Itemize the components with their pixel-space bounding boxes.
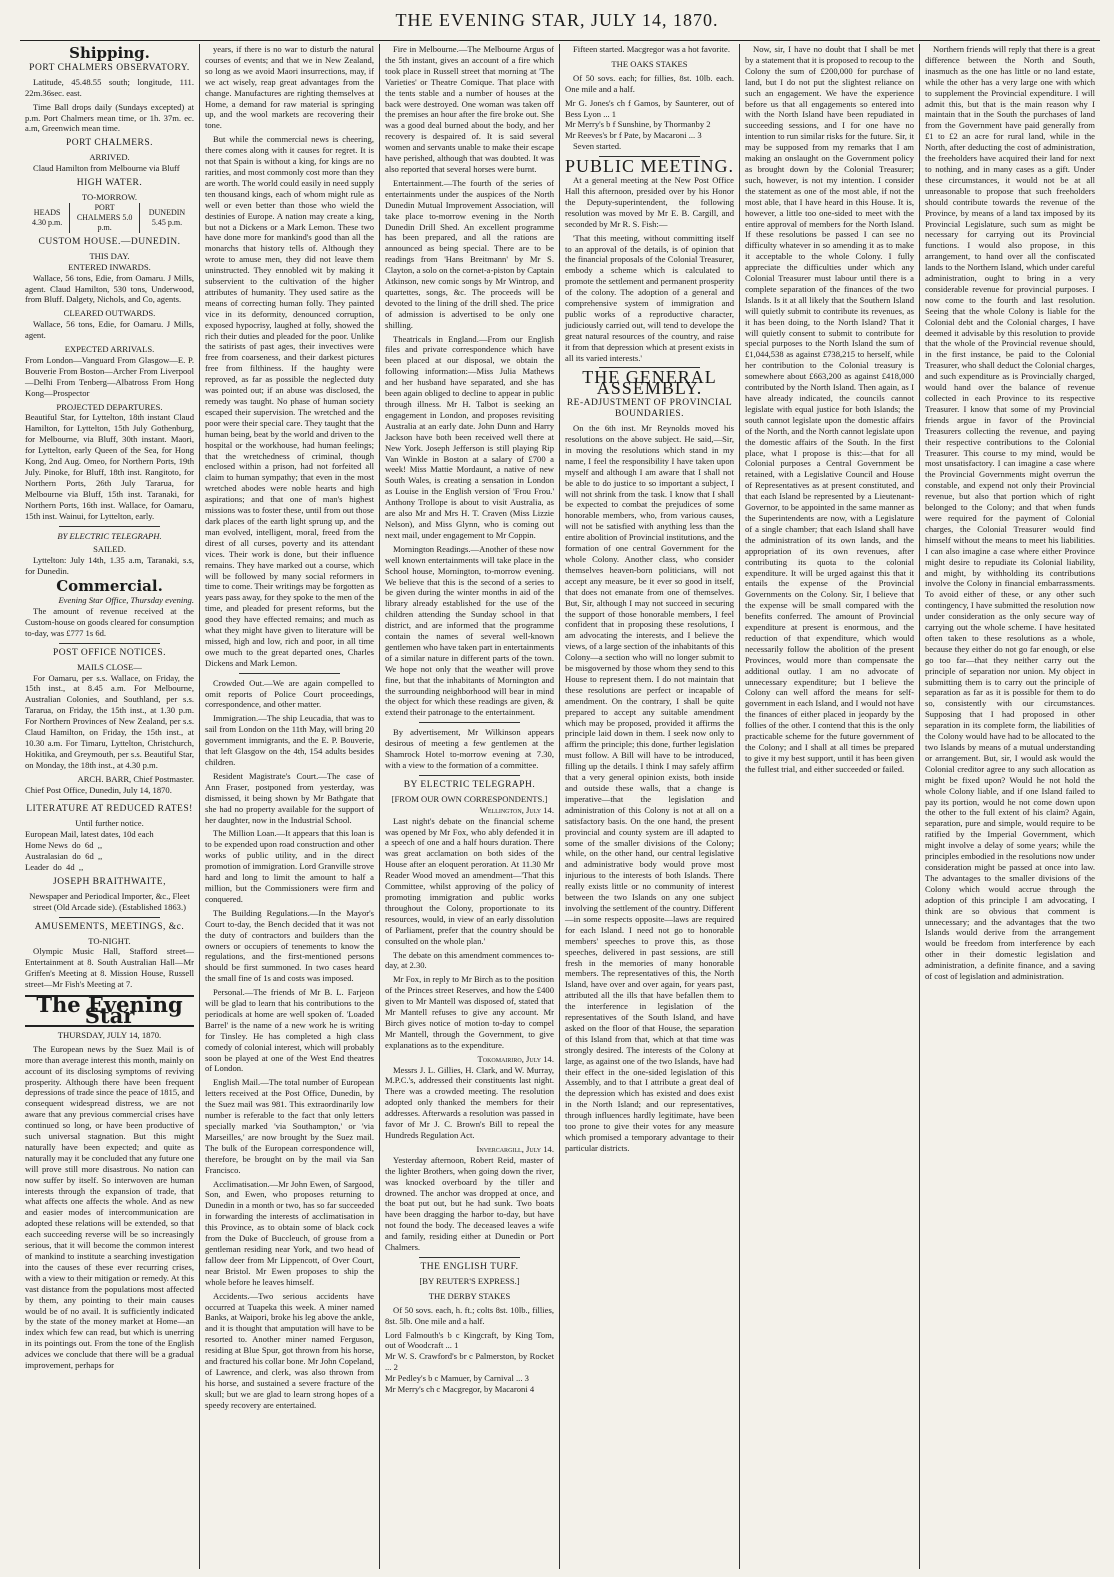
amusements-heading: AMUSEMENTS, MEETINGS, &c. xyxy=(34,921,185,932)
oaks-result: Mr Merry's b f Sunshine, by Thormanby 2 xyxy=(565,119,711,130)
shipping-heading: Shipping. xyxy=(69,44,150,62)
observatory-heading: PORT CHALMERS OBSERVATORY. xyxy=(29,62,190,73)
divider xyxy=(59,643,160,644)
time-ball-text: Time Ball drops daily (Sundays excepted) at p.m. Port Chalmers mean time, or 1h. 37m. ec. a.m, Greenwich mean time. xyxy=(25,101,194,134)
column-1 xyxy=(20,44,200,1569)
derby-result: Lord Falmouth's b c Kingcraft, by King Tom, out of Woodcraft ... 1 xyxy=(385,1329,554,1351)
amusements-text: Olympic Music Hall, Stafford street—Entertainment at 8. South Australian Hall—Mr Griffen's Meeting at 8. Mission House, Russell street—Mr Fish's Meeting at 7. xyxy=(25,946,194,990)
article-text: Now, sir, I have no doubt that I shall be met by a statement that it is proposed to recoup to the Colony the sum of £200,000 for purchase of land, but I do not put the slightest reliance on such an engagement. We have the experience before us that all engagements so entered into with the North Island have been repudiated in succeeding sessions, and I for one have no intention to run similar risks for the future. Sir, it may be supposed from my remarks that I am making an onslaught on the Government policy as brought down by the Colonial Treasurer; such, however, is not my intention. I consider the statement as one of the most able, if not the most able, that I have heard in this House. It is, however, a little too one-sided to meet with the entire approval of members for the North Island. If these resolutions be passed I can see no difficulty whatever in so amending it as to make it acceptable to the whole Colony. I fully appreciate the difficulties under which any Colonial Treasurer must labour until there is a complete separation of the finances of the two Islands. Is it at all likely that the Southern Island will quietly submit to contribute its revenues, as it has been doing, to the North Island? That it will quietly consent to submit to contribute for special purposes to the North Island the sum of £1,044,538 as against £738,215 to herself, while her contribution to the Colonial treasury is somewhere about £663,200 as against £418,000 contributed by the North Island. Then again, as I have already indicated, the councils cannot legislate with equal justice for both Islands; the south cannot legislate upon the domestic affairs of the North, and the North cannot legislate upon the domestic affairs of the South. In the first place, what I propose is this:—that for all Colonial purposes a Central Government be retained, with a Legislative Council and House of Representatives as at present constituted, and that each Island be represented by a Lieutenant-Governor, to be appointed in the same manner as the Superintendents are now, with a Legislature of a single chamber; that each Island shall have the administration of its own lands, and the appropriation of its own revenues, after contributing its quota to the colonial expenditure. It will be urged against this that it entails the expense of the Provincial Governments on the Colony. Sir, I believe that the expense will be small compared with the benefits conferred. The amount of Provincial expenditure at present is enormous, and the reduction of that expenditure, which would necessarily follow the abolition of the present Provinces, would more than compensate the additional outlay. I am no advocate of unnecessary expenditure; but I believe the Colony can well afford the means for self-government in each Island, and I would not have the finances of either placed in jeopardy by the follies of the other. I contend that this is the only practicable scheme for the future government of the Colony; and I shall at all times be prepared to give it my best support, until it has been given the fullest trial, and either succeeded or failed. xyxy=(745,44,914,774)
divider xyxy=(419,722,520,723)
tide-dunedin: DUNEDIN 5.45 p.m. xyxy=(139,203,194,233)
entered-text: Wallace, 56 tons, Edie, from Oamaru. J Mills, agent. Claud Hamilton, 530 tons, Underwood, from Bluff. Dalgety, Nichols, and Co, agents. xyxy=(25,272,194,305)
reuters-label: [BY REUTER'S EXPRESS.] xyxy=(419,1275,520,1286)
derby-heading: THE DERBY STAKES xyxy=(428,1290,511,1301)
newspaper-columns xyxy=(20,44,1100,1569)
dateline-invercargill: Invercargill, July 14. xyxy=(476,1143,554,1154)
news-item: Fifteen started. Macgregor was a hot favorite. xyxy=(573,44,731,54)
news-item: The Building Regulations.—In the Mayor's Court to-day, the Bench decided that it was not the duty of contractors and builders than the owners or occupiers of tenements to know the regulations, and the first-mentioned persons should be first summoned. In two cases heard the small fine of 1s and costs was imposed. xyxy=(205,907,374,984)
port-heading: PORT CHALMERS. xyxy=(65,138,154,149)
correspondents-label: [FROM OUR OWN CORRESPONDENTS.] xyxy=(391,793,548,804)
news-item: Mornington Readings.—Another of these now well known entertainments will take place in the School house, Mornington, to-morrow evening. We believe that this is the second of a series to be given during the winter months in aid of the library already established for the use of the children attending the Sunday school in that district, and are informed that the programme contain the names of several well-known gentlemen who have taken part in entertainments of a similar nature in different parts of the town. We hope not only that the weather will prove fine, but that the inhabitants of Mornington and the surrounding neighborhood will bear in mind the object for which these readings are given, & extend their patronage to the entertainment. xyxy=(385,543,554,718)
custom-house-heading: CUSTOM HOUSE.—DUNEDIN. xyxy=(38,236,181,247)
tide-heads: HEADS 4.30 p.m. xyxy=(32,207,63,227)
telegraph-heading: BY ELECTRIC TELEGRAPH. xyxy=(57,530,162,541)
article-text: Northern friends will reply that there is a great difference between the North and South, inasmuch as the one has little or no land estate, while the other has a very large one with which to supplement the Provincial expenditure. I will admit this, but that is the main reason why I maintain that in the South the purchases of land from the Government have paid generally from £1 to £2 an acre for rural land, while in the North, after deducting the cost of administration, the freeholders have acquired their land for next to nothing, and in many cases as a gift. Under these circumstances, it would not be at all unreasonable to propose that such freeholders should contribute towards the revenue of the Province, by means of a land tax imposed by its Provincial Legislature, such sum as might be necessary for carrying out its Provincial functions. I would also propose, in this arrangement, to hand over all the confiscated lands to the Northern Island, which under careful administration, ought to bring in a very considerable revenue for provincial purposes. I now come to the fourth and last resolution. Seeing that the whole Colony is liable for the Colonial debt and the Colonial charges, I have deemed it advisable by this resolution to provide that the whole of the Provincial revenue should, in the first instance, be paid to the Colonial Treasurer, who shall deduct the Colonial charges, and such expenditure as is Provincially charged, would hand over the balance of revenue collected in each Province to its respective Treasurer. I know that some of my Provincial friends argue in favor of the Provincial Treasurers collecting the revenue, and paying their respective contributions to the Colonial Treasurer. This course to my mind, would be most unsatisfactory. I can imagine a case where the Provincial Governments might overrun the constable, and expend not only their Provincial revenue, but also that portion which of right belonged to the Colony; and that when funds were required for the payment of Colonial charges, the Colonial Treasurer would find himself without the means to meet his liabilities. I can also imagine a case where either Province might desire to repudiate its Colonial liability, and might, by withholding its contributions involve the Colony in financial embarrassments. To avoid either of these, or any other such contingency, I have submitted the resolution now under consideration as the only secure way of carrying out the whole scheme. I have hesitated often taken to these resolutions as a whole, because they either do not go far enough, or else go too far—that they neither carry out the principle of separation nor union. My object in submitting them is to carry out the principle of separation as far as it is possible for them to do so, consistently with our circumstances. Supposing that I had proposed in other separation in its complete form, the liabilities of the Colony would have had to be allocated to the two Islands by means of a mutual understanding or arrangement. But, sir, I would ask would the Colonial creditor agree to any such allocation as might be fixed upon? Would he not hold the whole Colony liable, and if one Island failed to pay its portion, would he not come down upon the other to the full extent of his claim? Again, separation, pure and simple, would require to be ratified by the Imperial Government, which might involve a delay of some years; while the principles embodied in the resolutions now under consideration might be passed at once into law. The advantages to the smaller divisions of the Colony which would accrue through the adoption of this principle I am advocating, I think are so obvious that comment is unnecessary; and the advantages that the two Islands would derive from the arrangement would be freedom from interference by each other in their domestic legislation and administration, a definite finance, and a saving of cost of legislation and administration. xyxy=(925,44,1095,982)
date-line: THURSDAY, JULY 14, 1870. xyxy=(57,1029,162,1040)
derby-result: Mr Merry's ch c Macgregor, by Macaroni 4 xyxy=(385,1384,535,1395)
news-item: At a general meeting at the New Post Office Hall this afternoon, presided over by his Honor the Deputy-superintendent, the following resolution was moved by Mr E. B. Cargill, and seconded by Mr R. S. Fish:— xyxy=(565,175,734,229)
news-item: Crowded Out.—We are again compelled to omit reports of Police Court proceedings, correspondence, and other matter. xyxy=(205,677,374,710)
news-item: Immigration.—The ship Leucadia, that was to sail from London on the 11th May, will bring 20 government immigrants, and the E. P. Bouverie, that left Glasgow on the 4th, 154 adults besides children. xyxy=(205,713,374,767)
braithwaite-text: Newspaper and Periodical Importer, &c., Fleet street (Old Arcade side). (Established 1863.) xyxy=(29,890,190,912)
post-office-text: For Oamaru, per s.s. Wallace, on Friday, the 15th inst., at 8.45 a.m. For Melbourne, Australian Colonies, and Southland, per s.s. Tararua, on Friday, the 15th inst., at 1.30 p.m. For Northern Provinces of New Zealand, per s.s. Claud Hamilton, on Friday, the 15th inst., at 10.30 a.m. For Timaru, Lyttelton, Christchurch, Hokitika, and Greymouth, per s.s. Beautiful Star, on Monday, the 18th inst., at 4.30 p.m. xyxy=(25,672,194,770)
this-day-label: THIS DAY. xyxy=(89,250,130,261)
cleared-label: CLEARED OUTWARDS. xyxy=(63,308,156,319)
news-item: Mr Fox, in reply to Mr Birch as to the position of the Princes street Reserves, and how the £400 given to Mr Mantell was disposed of, stated that Mr Mantell refuses to give any account. Mr Birch gives notice of motion to-day to compel Mr Mantell, through the Government, to give explanations as to the expenditure. xyxy=(385,974,554,1050)
dateline-wellington: Wellington, July 14. xyxy=(479,804,554,815)
arrived-label: ARRIVED. xyxy=(89,152,130,163)
post-office-heading: POST OFFICE NOTICES. xyxy=(52,647,167,658)
news-item: Entertainment.—The fourth of the series of entertainments under the auspices of the North Dunedin Mutual Improvement Association, will take place to-morrow evening in the North Dunedin Drill Shed. An excellent programme has been prepared, and all the rations are announced as being special. There are to be readings from 'Hans Breitmann' by Mr S. Clayton, a solo on the cornet-a-piston by Captain Atkinson, new comic songs by Mr Wintrop, and quartettes, songs, &c. The proceeds will be devoted to the lining of the drill shed. The price of admission is advertised to be only one shilling. xyxy=(385,177,554,330)
mails-close-label: MAILS CLOSE— xyxy=(77,661,142,672)
news-item: Theatricals in England.—From our English files and private correspondence which have been placed at our disposal, we obtain the following information:—Miss Julia Mathews and her husband have separated, and she has been again obliged to decline to appear in public through illness. Mr H. Talbot is seeking an engagement in London, and proposes revisiting Australia at an early date. John Dunn and Harry Jackson have both been received well there at New York. Joseph Jefferson is still playing Rip Van Winkle in Boston at a salary of £700 a week! Miss Mattie Mordaunt, a native of new South Wales, is creating a sensation in London as Louise in the English version of 'Frou Frou.' Anthony Trollope is about to visit Australia, as are also Mr and Mrs H. T. Craven (Miss Lizzie Nelson), and Miss Glynn, who is coming out next mail, under engagement to Mr Coppin. xyxy=(385,333,554,540)
literature-line: Australasian do 6d ,, xyxy=(25,851,103,862)
column-2 xyxy=(200,44,380,1569)
news-item: Resident Magistrate's Court.—The case of Ann Fraser, postponed from yesterday, was dismissed, it being shown by Mr Bathgate that she had no property available for the support of her daughter, now in the Industrial School. xyxy=(205,770,374,825)
divider xyxy=(239,673,340,674)
news-item: Messrs J. L. Gillies, H. Clark, and W. Murray, M.P.C.'s, addressed their constituents last night. There was a crowded meeting. The resolution adopted only thanked the members for their addresses. Afterwards a resolution was passed in favor of Mr J. C. Brown's Bill to repeal the Hundreds Regulation Act. xyxy=(385,1064,554,1140)
telegraph-heading: BY ELECTRIC TELEGRAPH. xyxy=(403,779,536,790)
news-item: Accidents.—Two serious accidents have occurred at Tuapeka this week. A miner named Banks, at Waipori, broke his leg above the ankle, and it is thought that amputation will have to be resorted to. Another miner named Ferguson, residing at Blue Spur, got thrown from his horse, and fractured his collar bone. Mr John Copeland, of Lawrence, and clerk, was also thrown from his horse, and sustained a severe fracture of the skull; but we are glad to learn strong hopes of a speedy recovery are entertained. xyxy=(205,1290,374,1410)
column-6 xyxy=(920,44,1100,1569)
divider xyxy=(419,775,520,776)
column-5 xyxy=(740,44,920,1569)
divider xyxy=(419,1257,520,1258)
divider xyxy=(59,917,160,918)
arrived-text: Claud Hamilton from Melbourne via Bluff xyxy=(33,163,180,174)
tide-port-chalmers: PORT CHALMERS 5.0 p.m. xyxy=(70,203,140,233)
tomorrow-label: TO-MORROW. xyxy=(81,191,138,202)
high-water-heading: HIGH WATER. xyxy=(76,178,143,189)
expected-label: EXPECTED ARRIVALS. xyxy=(64,344,155,355)
projected-label: PROJECTED DEPARTURES. xyxy=(56,401,163,412)
post-office-signature: ARCH. BARR, Chief Postmaster. xyxy=(77,773,194,784)
sailed-text: Lyttelton: July 14th, 1.35 a.m, Taranaki, s.s, for Dunedin. xyxy=(25,555,194,577)
derby-result: Mr W. S. Crawford's br c Palmerston, by Rocket ... 2 xyxy=(385,1351,554,1373)
expected-text: From London—Vanguard From Glasgow—E. P. Bouverie From Boston—Archer From Liverpool—Delhi From Tenberg—Albatross From Hong Kong—Prospector xyxy=(25,354,194,398)
column-3 xyxy=(380,44,560,1569)
literature-notice: Until further notice. xyxy=(75,818,144,829)
news-item: The Million Loan.—It appears that this loan is to be expended upon road construction and other works of public utility, and in the direct promotion of immigration. Lord Granville strove hard and long to limit the amount to half a million, but the Commissioners were firm and conquered. xyxy=(205,828,374,904)
cleared-text: Wallace, 56 tons, Edie, for Oamaru. J Mills, agent. xyxy=(25,319,194,341)
derby-text: Of 50 sovs. each, h. ft.; colts 8st. 10lb., fillies, 8st. 5lb. One mile and a half. xyxy=(385,1304,554,1326)
masthead-rule xyxy=(20,40,1100,41)
literature-line: Home News do 6d ,, xyxy=(25,840,103,851)
news-item: By advertisement, Mr Wilkinson appears desirous of meeting a few gentlemen at the Shamrock Hotel to-morrow evening at 7.30, with a view to the formation of a committee. xyxy=(385,727,554,770)
assembly-heading: THE GENERAL ASSEMBLY. xyxy=(582,367,717,399)
oaks-text: Of 50 sovs. each; for fillies, 8st. 10lb. each. One mile and a half. xyxy=(565,72,734,94)
turf-heading: THE ENGLISH TURF. xyxy=(420,1261,519,1272)
commercial-text: The amount of revenue received at the Custom-house on goods cleared for consumption to-day, was £777 1s 6d. xyxy=(25,605,194,638)
news-item: English Mail.—The total number of European letters received at the Post Office, Dunedin, by the Suez mail was 981. This extraordinarily low number is referable to the fact that only letters specially marked 'via Southampton,' or 'via Marseilles,' are now brought by the Suez mail. The bulk of the European correspondence will, therefore, be brought on by the mail via San Francisco. xyxy=(205,1077,374,1175)
news-item: 'That this meeting, without committing itself to an approval of the details, is of opinion that the financial proposals of the Colonial Treasurer, embody a scheme which is calculated to promote the settlement and permanent prosperity of the colony. The adoption of a general and comprehensive system of immigration and public works of a reproductive character, judiciously carried out, will tend to develope the great natural resources of the country, and raise it from that depression which at present exists in all its varied interests.' xyxy=(565,232,734,363)
projected-text: Beautiful Star, for Lyttelton, 18th instant Claud Hamilton, for Lyttelton, 15th July Gothenburg, for Melbourne, via Bluff, 30th instant. Maori, for Lyttelton, early Queen of the Sea, for Hong Kong, 2nd Aug. Omeo, for Northern Ports, 19th July. Pinoke, for Bluff, 18th inst. Rangitoto, for Northern Ports, 26th July Tararua, for Melbourne via Bluff, 15th inst. Taranaki, for Northern Ports, 16th inst. Wallace, for Oamaru, 15th inst. Wainui, for Lyttelton, early. xyxy=(25,412,194,521)
oaks-result: Mr Reeves's br f Pate, by Macaroni ... 3 xyxy=(565,130,702,141)
braithwaite-name: JOSEPH BRAITHWAITE, xyxy=(53,876,166,887)
divider xyxy=(59,799,160,800)
news-item: The debate on this amendment commences to-day, at 2.30. xyxy=(385,949,554,971)
lead-article: The European news by the Suez Mail is of more than average interest this month, mainly on account of its disclosing symptoms of reviving prosperity. Although there have been frequent depressions of trade since the peace of 1815, and consequent widespread distress, we are not aware that any previous commercial crises have continued so long, or have been productive of such universal stagnation. But this might naturally have been expected; and quite as naturally may it be concluded that any future one will prove still more disastrous. No nation can now suffer by itself. So interwoven are human interests through the expansion of trade, that what affects one affects the whole. And as new and easier modes of intercommunication are adopted these relations will be extended, so that each succeeding reverse will be so increasingly serious, that it will become the common interest of mankind to institute a searching investigation into the causes of these ever recurring crises, with a view to their mitigation or remedy. At this vast distance from the populations most affected by them, any pointing to their main causes would be of no avail. It is sufficiently indicated by the state of the money market at Home—an index which few can read, but which is unerring in its pointings out. From the tone of the English advices we conclude that there will be a gradual improvement, perhaps for xyxy=(25,1043,194,1371)
news-item: Acclimatisation.—Mr John Ewen, of Sargood, Son, and Ewen, who proposes returning to Dunedin in a month or two, has so far succeeded in forwarding the interests of acclimatisation in this Province, as to obtain some of black cock from the Duke of Buccleuch, of grouse from a gentleman residing near York, and two head of fallow deer from Mr Lippencott, of Over Court, near Bristol. Mr Ewen proposes to ship the whole before he leaves himself. xyxy=(205,1178,374,1287)
post-office-location: Chief Post Office, Dunedin, July 14, 1870. xyxy=(25,784,172,795)
literature-line: European Mail, latest dates, 10d each xyxy=(25,829,154,840)
tide-table xyxy=(25,203,194,233)
newspaper-flag: The Evening Star xyxy=(25,995,194,1027)
news-item: Yesterday afternoon, Robert Reid, master of the lighter Brothers, when going down the river, was knocked overboard by the tiller and drowned. The anchor was dropped at once, and the boat put out, but he had sunk. Two boats have been dragging the harbor to-day, but have not found the body. The deceased leaves a wife and family, residing either at Dunedin or Port Chalmers. xyxy=(385,1154,554,1253)
oaks-started: Seven started. xyxy=(573,141,622,152)
article-text: But while the commercial news is cheering, there comes along with it causes for regret. It is not that Spain is without a king, for kings are no rarities, and most commonly cost more than they are worth. The world could easily in need supply ten thousand kings, each of whom might rule as well or even better than those who wield the destinies of Europe. A nation may create a king, but not a Dickens or a Mark Lemon. These two have done more for mankind's good than all the monarchs that history tells of. Although they wrote to amuse men, they did not leave them uninstructed. They ennobled wit by making it subservient to the cultivation of the higher attributes of humanity. They used satire as the means of correcting human folly. They painted vice in its deformity, denounced corruption, exposed hypocrisy, laughed at folly, showed the rich their duties and pleaded for the poor. Unlike the satirists of past ages, their invectives were free from coarseness, and their darkest pictures free from filthiness. If the haughty were reproved, as far as possible the neglected duty was pointed out; if an abuse was disclosed, the remedy was taught. No phase of human society escaped their supervision. The wretched and the poor were their special care. They taught that the human being, beat by the world and driven to the hospital or the workhouse, had human feelings; that the wretchedness of criminal, though enclosed within a prison, had not forfeited all claim to human sympathy; that even in the most wretched abodes were noble hearts and high aspirations; and that one of man's highest missions was to foster these, until from out those dark places of the earth light sprung up, and the man evolved, intelligent, moral, freed from the direst of all curses, poverty and its attendant vices. Their work is done, but their influence remains. They have marked out a course, which will be followed by many social reformers in time to come. Their writings may be forgotten as years pass away, for they spoke to the men of the time, and pleaded for present reforms, but the good they have effected remains; and much as what they might have given to literature will be missed, high and low, rich and poor, in all time owe much to the great departed ones, Charles Dickens and Mark Lemon. xyxy=(205,134,374,668)
derby-result: Mr Pedley's b c Mamuer, by Carnival ... 3 xyxy=(385,1373,529,1384)
literature-heading: LITERATURE AT REDUCED RATES! xyxy=(26,804,193,815)
public-meeting-heading: PUBLIC MEETING. xyxy=(565,156,734,177)
entered-label: ENTERED INWARDS. xyxy=(68,261,151,272)
dateline-tokomairiro: Tokomairiro, July 14. xyxy=(477,1053,554,1064)
news-item: Personal.—The friends of Mr B. L. Farjeon will be glad to learn that his contributions to the periodicals at home are well spoken of. 'Loaded Barrel' is the name of a new work he is writing for Tinsley. He has completed a high class comedy of colonial interest, which will probably soon be played at one of the West End theatres of London. xyxy=(205,987,374,1074)
article-text: years, if there is no war to disturb the natural courses of events; and that we in New Zealand, so long as we avoid Maori insurrections, may, if we act wisely, reap great advantages from the change. Manufactures are righting themselves at Home, a demand for raw material is springing up, and the wool markets are recovering their tone. xyxy=(205,44,374,131)
commercial-heading: Commercial. xyxy=(56,577,163,596)
news-item: On the 6th inst. Mr Reynolds moved his resolutions on the above subject. He said,—Sir, in moving the resolutions which stand in my name, I feel the responsibility I have taken upon myself and although I am aware that I shall not be able to do justice to so important a subject, I will not shrink from the task. I know that I shall be expected to combat the prejudices of some honorable members, who, from various causes, will not be satisfied with anything less than the entire abolition of Provincial institutions, and the formation of one central Government for the whole Colony. Another class, who consider themselves heaven-born politicians, will not accept any measure, be it ever so good in itself, that does not emanate from one of themselves. But, Sir, although I may not succeed in securing the support of those honorable members, I feel confident that in proposing these resolutions, I am advocating the interests, and I believe the views, of a large section of the inhabitants of this Colony—a section who will no longer submit to be misgoverned by those whom they send to this House to represent them. I do not maintain that these resolutions are perfect or incapable of amendment. On the contrary, I shall be quite prepared to accept any suitable amendment which may be proposed, provided it affirms the principle laid down in them. I seek now only to affirm the principle; this done, further legislation must follow. A Bill will have to be introduced, filling up the details. I think I may safely affirm that a very general opinion exists, both inside and outside these walls, that a change is imperative—that the legislation and administration of this Colony is not at all on a satisfactory basis. On the one hand, the present provincial and county system are ill adapted to some of the smaller divisions of the Colony; while, on the other hand, our central legislative and administrative body would prove most injurious to the interests of both Islands. There really exists little or no community of interest between the two Islands on any one subject involving the settlement of the country. Different—in some respects opposite—laws are required for each Island. I need not go to honorable members' speeches to prove this, as those speeches, delivered in past sessions, are still fresh in the memories of many honorable members. The representatives of this, the North Island, have over and over again, for years past, attributed all the ills that have befallen them to the interference in legislation of the representatives of the South Island, and have asked on the floor of that House, the separation of this Island from that, which at that time was strongly desired. The interests of the Colony at large, as against one of the two Islands, have had their effect in the one-sided legislation of this Assembly, and to that I attribute a great deal of the depression which has existed and does exist in the North Island; and our representatives, through influences hardly legitimate, have been too prone to give their votes for any measure which promised a temporary advantage to their particular districts. xyxy=(565,423,734,1153)
tonight-label: TO-NIGHT. xyxy=(88,935,131,946)
oaks-result: Mr G. Jones's ch f Gamos, by Saunterer, out of Bess Lyon ... 1 xyxy=(565,97,734,119)
news-item: Fire in Melbourne.—The Melbourne Argus of the 5th instant, gives an account of a fire which took place in Russell street that morning at 'The Varieties' or Theatre Comique. That place with the tents stable and a number of houses at the back were destroyed. One woman was taken off the premises an hour after the fire broke out. She was a good deal burned about the body, and her recovery is despaired of. It is said several women and servants unable to make their escape have perished, although that was doubted. It was also reported that several horses were burnt. xyxy=(385,44,554,174)
literature-line: Leader do 4d ,, xyxy=(25,862,84,872)
news-item: Last night's debate on the financial scheme was opened by Mr Fox, who ably defended it in a speech of one and a half hours duration. There was great acclamation on both sides of the House after an eloquent peroration. At 11.30 Mr Reader Wood moved an amendment—'That this Committee, whilst approving of the policy of promoting immigration and public works throughout the Colony, proportionate to its resources, would, in view of an early dissolution of Parliament, prefer that the country should be consulted on the whole plan.' xyxy=(385,815,554,946)
oaks-heading: THE OAKS STAKES xyxy=(611,58,688,69)
divider xyxy=(59,526,160,527)
column-4 xyxy=(560,44,740,1569)
commercial-office: Evening Star Office, Thursday evening. xyxy=(58,595,194,606)
sailed-label: SAILED. xyxy=(93,544,126,555)
observatory-text: Latitude, 45.48.55 south; longitude, 111. 22m.36sec. east. xyxy=(25,76,194,98)
masthead: THE EVENING STAR, JULY 14, 1870. xyxy=(395,10,719,30)
readjustment-heading: RE-ADJUSTMENT OF PROVINCIAL BOUNDARIES. xyxy=(566,398,733,420)
